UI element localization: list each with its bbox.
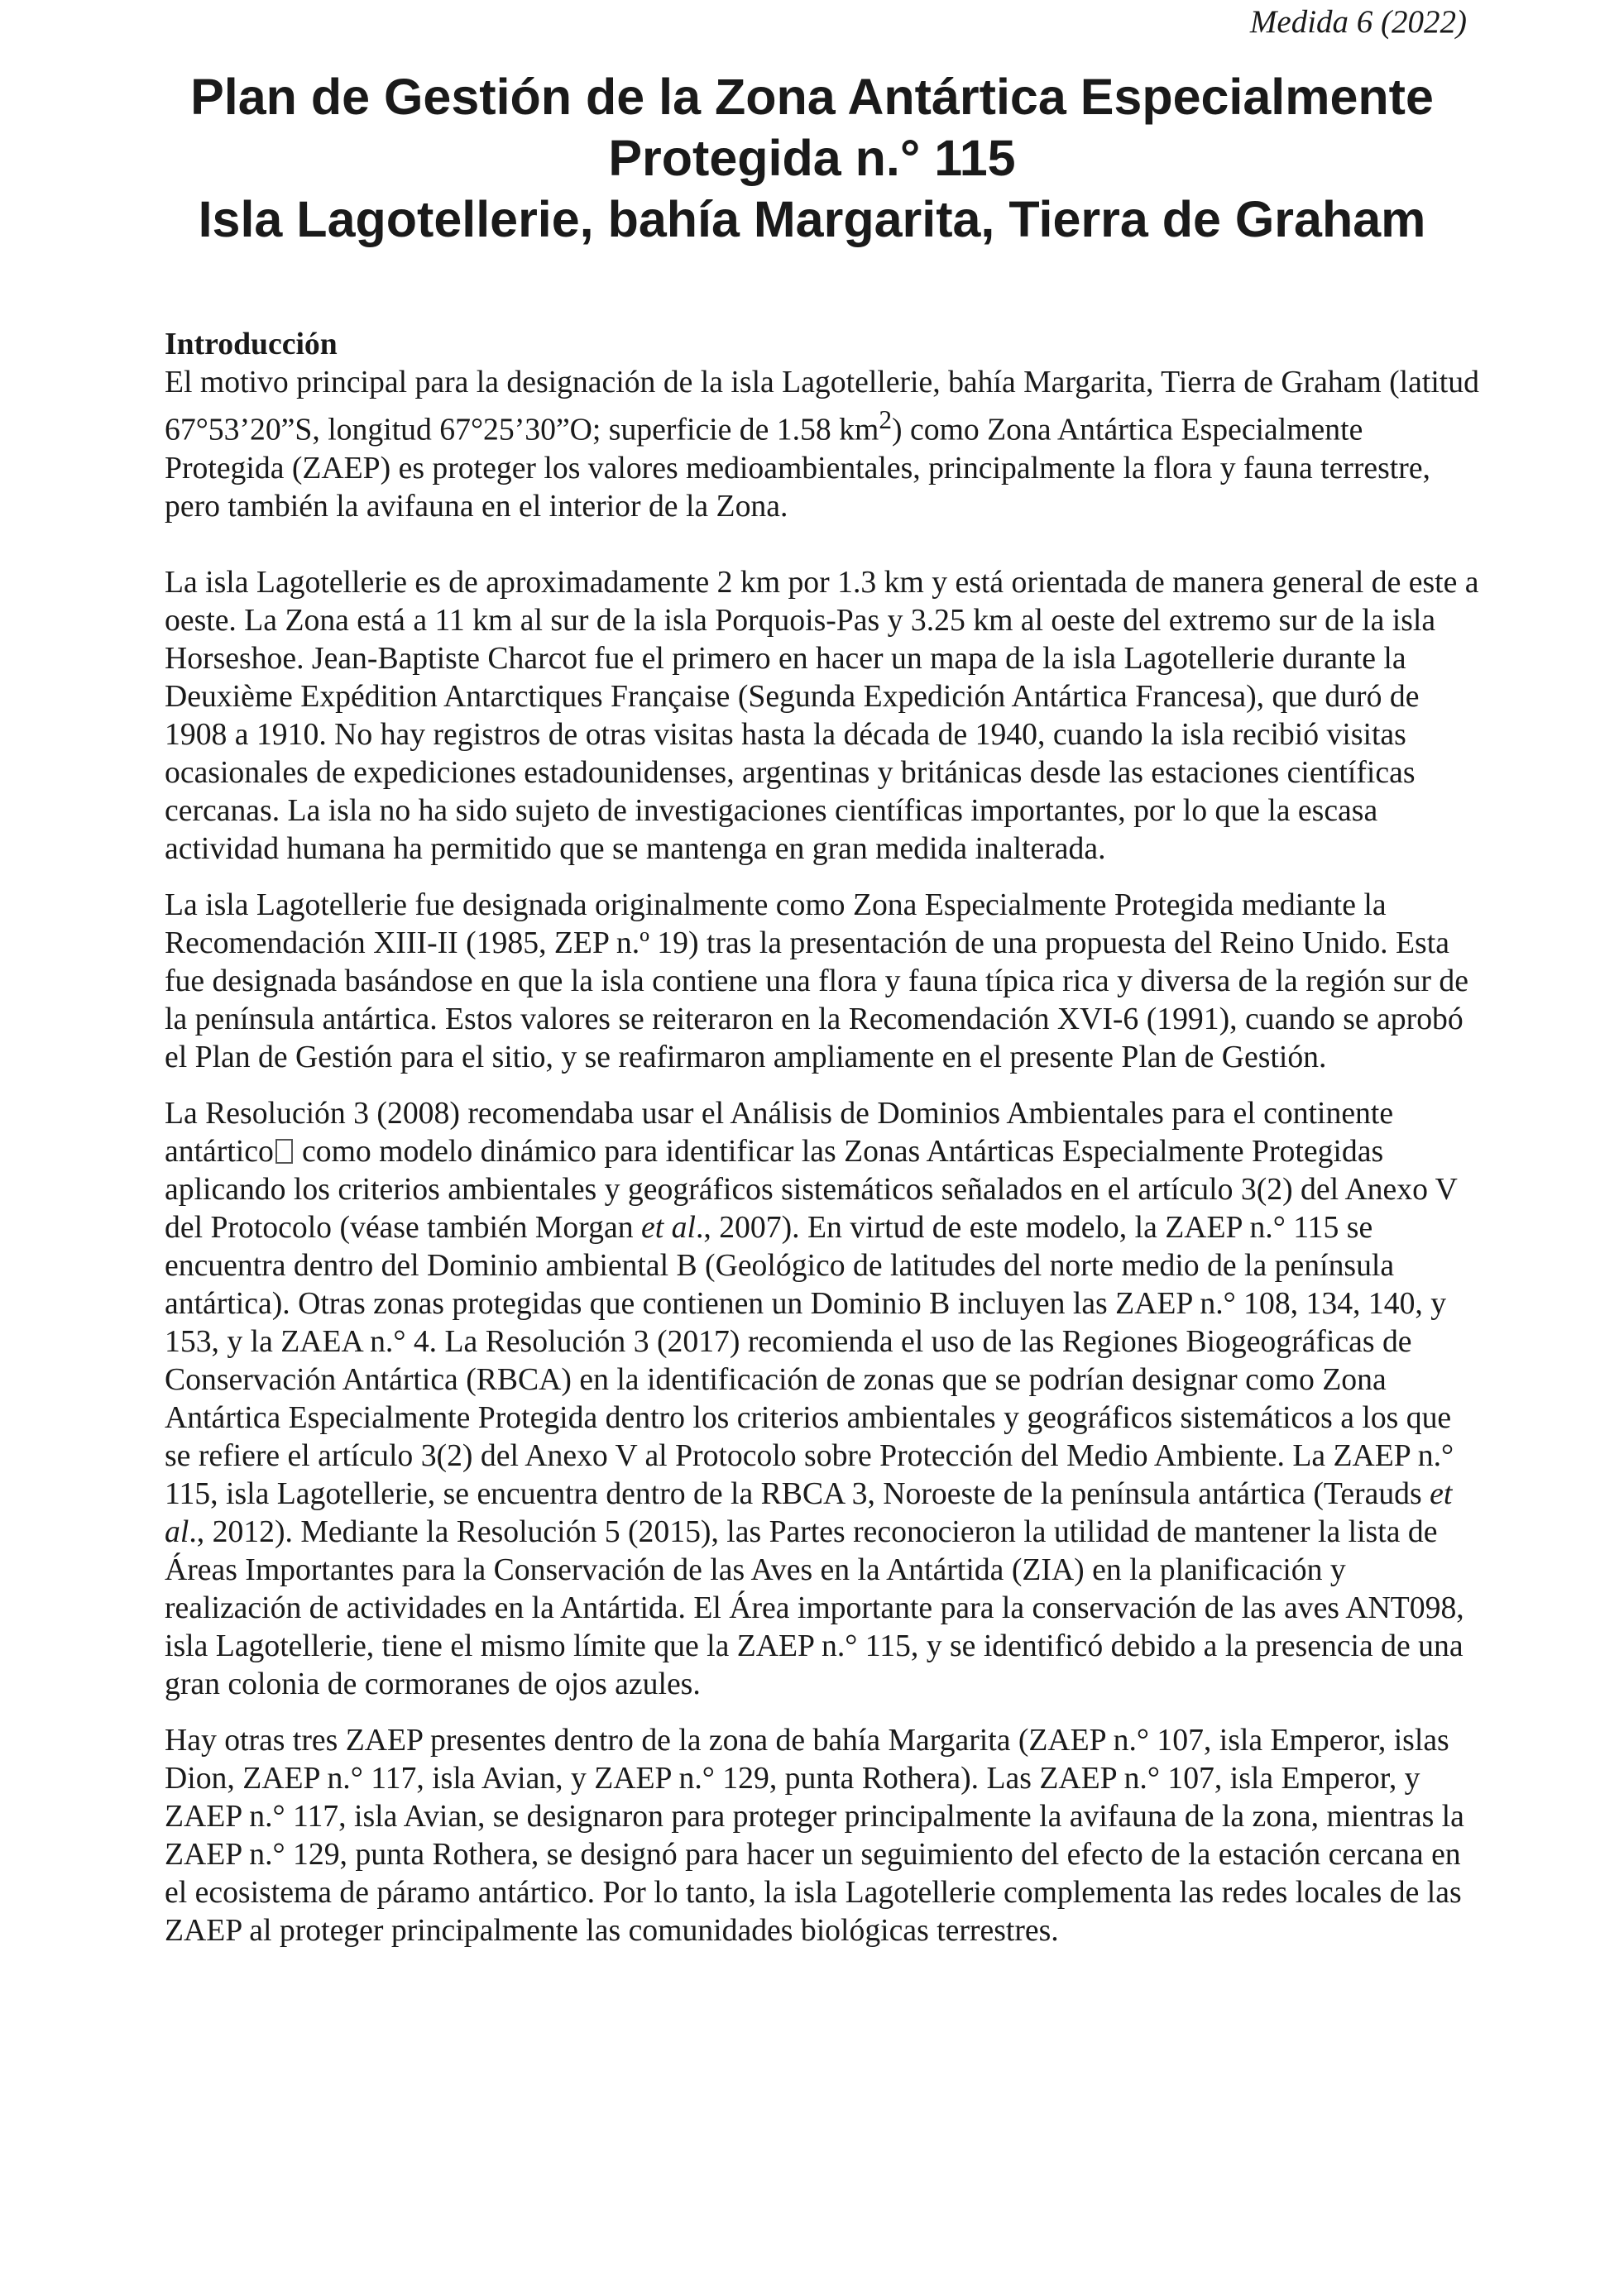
superscript-2: 2: [879, 405, 893, 434]
title-line-3: Isla Lagotellerie, bahía Margarita, Tierra de Graham: [198, 191, 1426, 247]
measure-label: Medida 6 (2022): [1249, 4, 1467, 40]
document-title: [0, 66, 1624, 250]
paragraph-5: Hay otras tres ZAEP presentes dentro de la zona de bahía Margarita (ZAEP n.° 107, isla Emperor, islas Dion, ZAEP n.° 117, isla Avian, y ZAEP n.° 129, punta Rothera). Las ZAEP n.° 107, isla Emperor, y ZAEP n.° 117, isla Avian, se designaron para proteger principalmente la avifauna de la zona, mientras la ZAEP n.° 129, punta Rothera, se designó para hacer un seguimiento del efecto de la estación cercana en el ecosistema de páramo antártico. Por lo tanto, la isla Lagotellerie complementa las redes locales de las ZAEP al proteger principalmente las comunidades biológicas terrestres.: [165, 1722, 1464, 1948]
paragraph-4-text-d: ., 2012). Mediante la Resolución 5 (2015), las Partes reconocieron la utilidad de mantener la lista de Áreas Importantes para la Conservación de las Aves en la Antártida (ZIA) en la planificación y realización de actividades en la Antártida. El Área importante para la conservación de las aves ANT098, isla Lagotellerie, tiene el mismo límite que la ZAEP n.° 115, y se identificó debido a la presencia de una gran colonia de cormoranes de ojos azules.: [165, 1514, 1464, 1701]
paragraph-4-text-a: La Resolución 3 (2008) recomendaba usar el Análisis de Dominios Ambientales para el continente antártico: [165, 1095, 1394, 1169]
paragraph-4-text-b: como modelo dinámico para identificar las Zonas Antárticas Especialmente Protegidas aplicando los criterios ambientales y geográficos sistemáticos señalados en el artículo 3(2) del Anexo V del Protocolo (véase también Morgan: [165, 1133, 1458, 1245]
paragraph-1-text-b: ) como Zona Antártica Especialmente Protegida (ZAEP) es proteger los valores medioambientales, principalmente la flora y fauna terrestre, pero también la avifauna en el interior de la Zona.: [165, 412, 1430, 524]
paragraph-4: [165, 1094, 1480, 1703]
paragraph-4-text-c: ., 2007). En virtud de este modelo, la ZAEP n.° 115 se encuentra dentro del Dominio ambiental B (Geológico de latitudes del norte medio de la península antártica). Otras zonas protegidas que contienen un Dominio B incluyen las ZAEP n.° 108, 134, 140, y 153, y la ZAEA n.° 4. La Resolución 3 (2017) recomienda el uso de las Regiones Biogeográficas de Conservación Antártica (RBCA) en la identificación de zonas que se podrían designar como Zona Antártica Especialmente Protegida dentro los criterios ambientales y geográficos sistemáticos a los que se refiere el artículo 3(2) del Anexo V al Protocolo sobre Protección del Medio Ambiente. La ZAEP n.° 115, isla Lagotellerie, se encuentra dentro de la RBCA 3, Noroeste de la península antártica (Terauds: [165, 1209, 1454, 1511]
citation-et-al-1: et al: [641, 1209, 696, 1245]
missing-glyph-icon: [275, 1139, 293, 1163]
paragraph-3: La isla Lagotellerie fue designada originalmente como Zona Especialmente Protegida mediante la Recomendación XIII-II (1985, ZEP n.º 19) tras la presentación de una propuesta del Reino Unido. Esta fue designada basándose en que la isla contiene una flora y fauna típica rica y diversa de la región sur de la península antártica. Estos valores se reiteraron en la Recomendación XVI-6 (1991), cuando se aprobó el Plan de Gestión para el sitio, y se reafirmaron ampliamente en el presente Plan de Gestión.: [165, 887, 1468, 1074]
section-heading-introduccion: Introducción: [165, 327, 338, 361]
citation-et-al-2: et al: [165, 1476, 1453, 1549]
document-body: [165, 325, 1480, 1949]
title-line-1: Plan de Gestión de la Zona Antártica Especialmente: [190, 69, 1434, 125]
paragraph-1: [165, 363, 1480, 525]
paragraph-1-text-a: El motivo principal para la designación de la isla Lagotellerie, bahía Margarita, Tierra de Graham (latitud 67°53’20”S, longitud 67°25’30”O; superficie de 1.58 km: [165, 365, 1479, 447]
paragraph-2: La isla Lagotellerie es de aproximadamente 2 km por 1.3 km y está orientada de manera general de este a oeste. La Zona está a 11 km al sur de la isla Porquois-Pas y 3.25 km al oeste del extremo sur de la isla Horseshoe. Jean-Baptiste Charcot fue el primero en hacer un mapa de la isla Lagotellerie durante la Deuxième Expédition Antarctiques Française (Segunda Expedición Antártica Francesa), que duró de 1908 a 1910. No hay registros de otras visitas hasta la década de 1940, cuando la isla recibió visitas ocasionales de expediciones estadounidenses, argentinas y británicas desde las estaciones científicas cercanas. La isla no ha sido sujeto de investigaciones científicas importantes, por lo que la escasa actividad humana ha permitido que se mantenga en gran medida inalterada.: [165, 564, 1479, 866]
title-line-2: Protegida n.° 115: [608, 130, 1016, 186]
